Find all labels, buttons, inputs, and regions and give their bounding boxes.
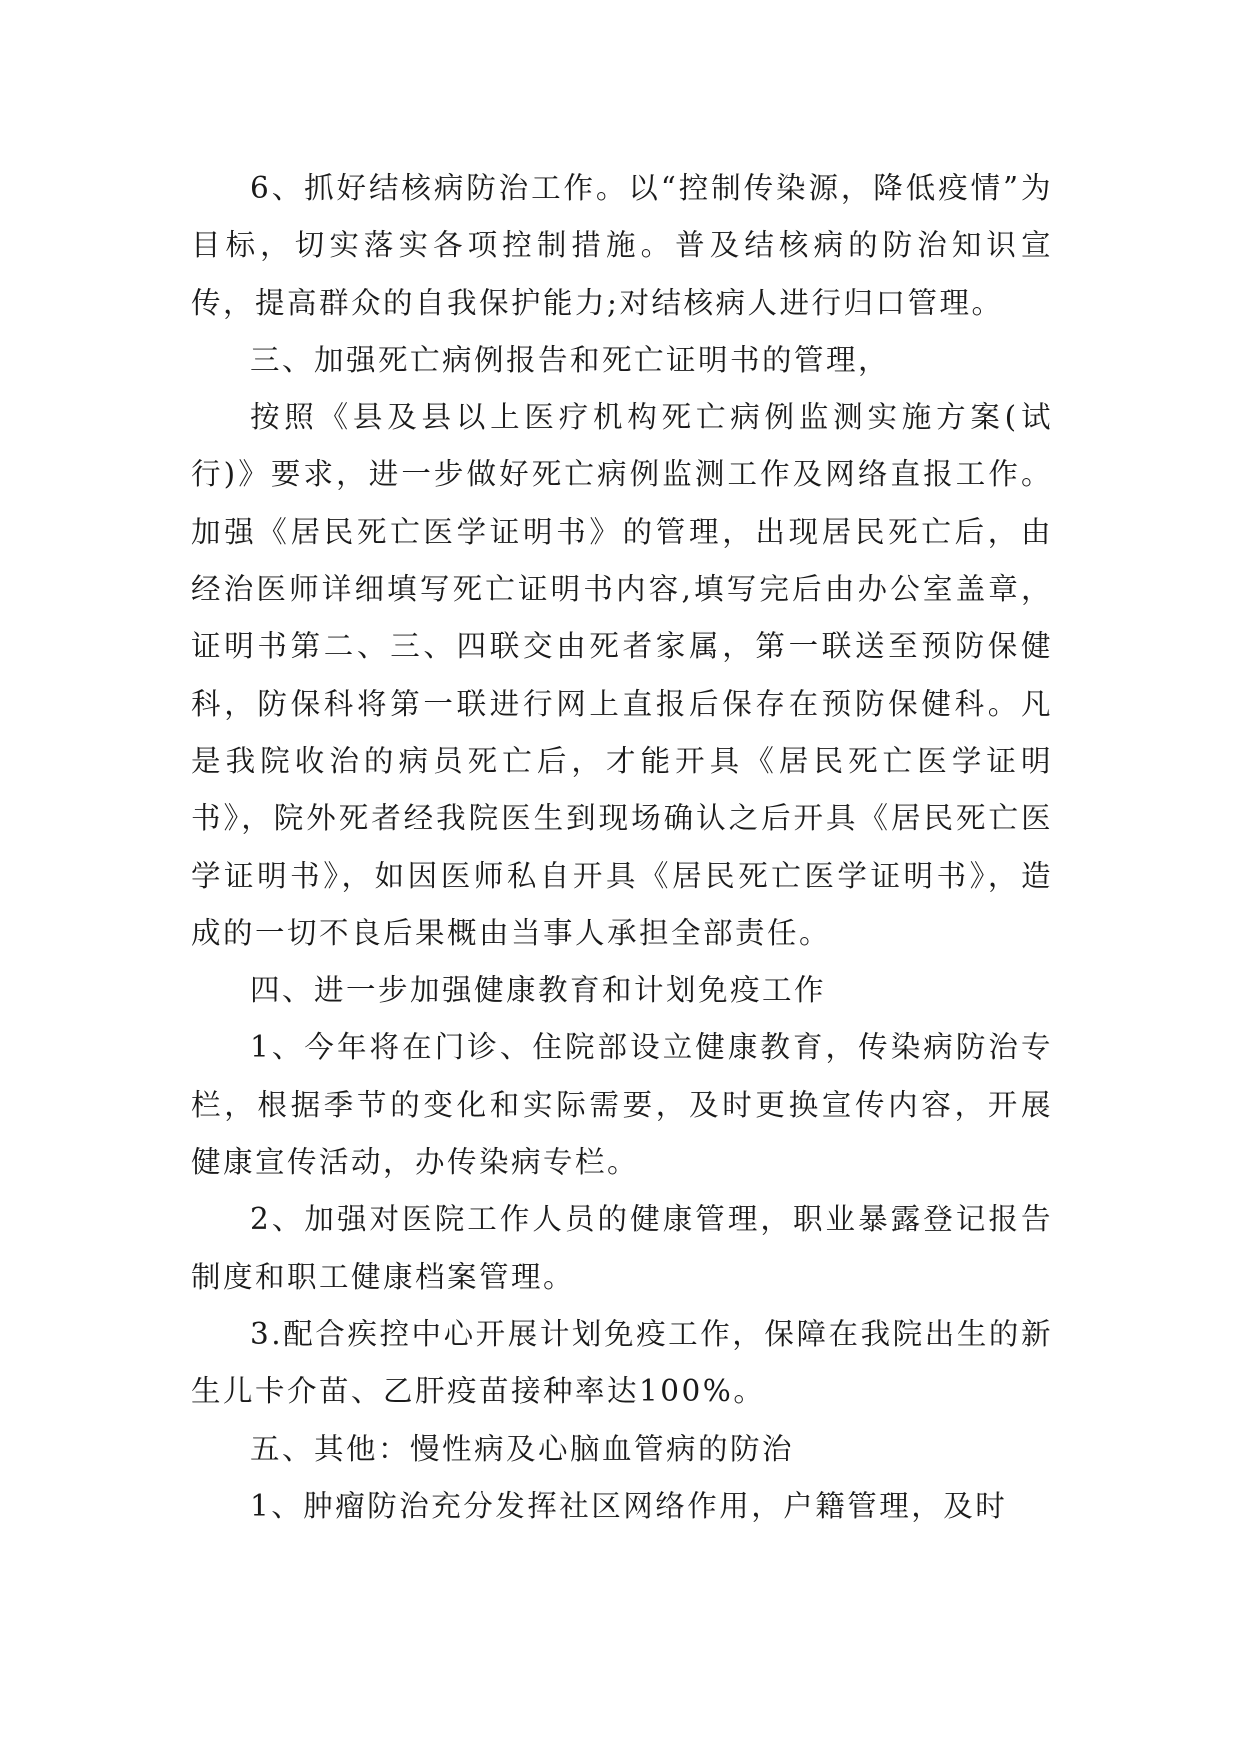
document-body: [191, 160, 1053, 1535]
paragraph-tuberculosis-control: 6、抓好结核病防治工作。以“控制传染源，降低疫情”为目标，切实落实各项控制措施。普及结核病的防治知识宣传，提高群众的自我保护能力;对结核病人进行归口管理。: [191, 171, 1053, 320]
paragraph-health-education-column: 1、今年将在门诊、住院部设立健康教育，传染病防治专栏，根据季节的变化和实际需要，及时更换宣传内容，开展健康宣传活动，办传染病专栏。: [191, 1030, 1053, 1180]
heading-death-report-management: 三、加强死亡病例报告和死亡证明书的管理，: [250, 342, 891, 377]
heading-health-education-immunization: 四、进一步加强健康教育和计划免疫工作: [250, 973, 827, 1008]
heading-chronic-disease-prevention: 五、其他：慢性病及心脑血管病的防治: [250, 1431, 795, 1466]
paragraph-death-certificate-procedure: 按照《县及县以上医疗机构死亡病例监测实施方案(试行)》要求，进一步做好死亡病例监测工作及网络直报工作。加强《居民死亡医学证明书》的管理，出现居民死亡后，由经治医师详细填写死亡证明书内容,填写完后由办公室盖章，证明书第二、三、四联交由死者家属，第一联送至预防保健科，防保科将第一联进行网上直报后保存在预防保健科。凡是我院收治的病员死亡后，才能开具《居民死亡医学证明书》，院外死者经我院医生到现场确认之后开具《居民死亡医学证明书》，如因医师私自开具《居民死亡医学证明书》，造成的一切不良后果概由当事人承担全部责任。: [191, 400, 1053, 950]
paragraph-vaccination-rate: 3.配合疾控中心开展计划免疫工作，保障在我院出生的新生儿卡介苗、乙肝疫苗接种率达100%。: [191, 1316, 1053, 1409]
paragraph-tumor-prevention: 1、肿瘤防治充分发挥社区网络作用，户籍管理，及时: [250, 1488, 1008, 1523]
paragraph-staff-health-management: 2、加强对医院工作人员的健康管理，职业暴露登记报告制度和职工健康档案管理。: [191, 1202, 1053, 1294]
